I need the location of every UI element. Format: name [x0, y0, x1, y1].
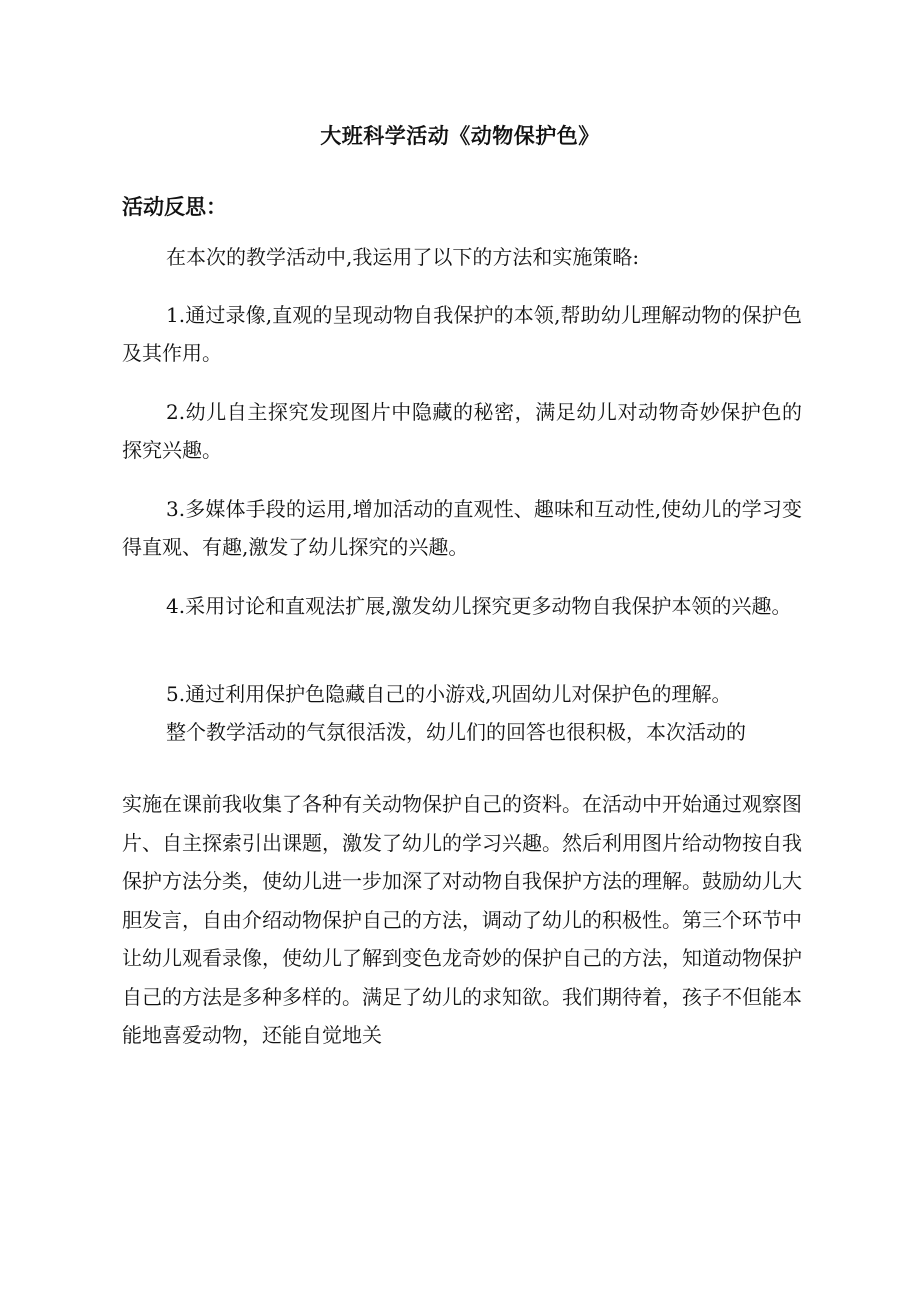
- summary-paragraph-continued: 实施在课前我收集了各种有关动物保护自己的资料。在活动中开始通过观察图片、自主探索引出课题，激发了幼儿的学习兴趣。然后利用图片给动物按自我保护方法分类，使幼儿进一步加深了对动物自我保护方法的理解。鼓励幼儿大胆发言，自由介绍动物保护自己的方法，调动了幼儿的积极性。第三个环节中让幼儿观看录像，使幼儿了解到变色龙奇妙的保护自己的方法，知道动物保护自己的方法是多种多样的。满足了幼儿的求知欲。我们期待着，孩子不但能本能地喜爱动物，还能自觉地关: [122, 792, 802, 1047]
- summary-paragraph-start: 整个教学活动的气氛很活泼，幼儿们的回答也很积极，本次活动的: [166, 720, 746, 744]
- section-heading: 活动反思：: [122, 194, 227, 219]
- list-item: 3.多媒体手段的运用,增加活动的直观性、趣味和互动性,使幼儿的学习变得直观、有趣,激发了幼儿探究的兴趣。: [122, 497, 802, 559]
- list-item: 2.幼儿自主探究发现图片中隐藏的秘密，满足幼儿对动物奇妙保护色的探究兴趣。: [122, 400, 802, 462]
- intro-paragraph: 在本次的教学活动中,我运用了以下的方法和实施策略:: [166, 245, 640, 269]
- list-item: 5.通过利用保护色隐藏自己的小游戏,巩固幼儿对保护色的理解。: [166, 682, 732, 706]
- list-item: 1.通过录像,直观的呈现动物自我保护的本领,帮助幼儿理解动物的保护色及其作用。: [122, 303, 802, 365]
- document-title: 大班科学活动《动物保护色》: [320, 123, 600, 148]
- list-item: 4.采用讨论和直观法扩展,激发幼儿探究更多动物自我保护本领的兴趣。: [166, 594, 792, 618]
